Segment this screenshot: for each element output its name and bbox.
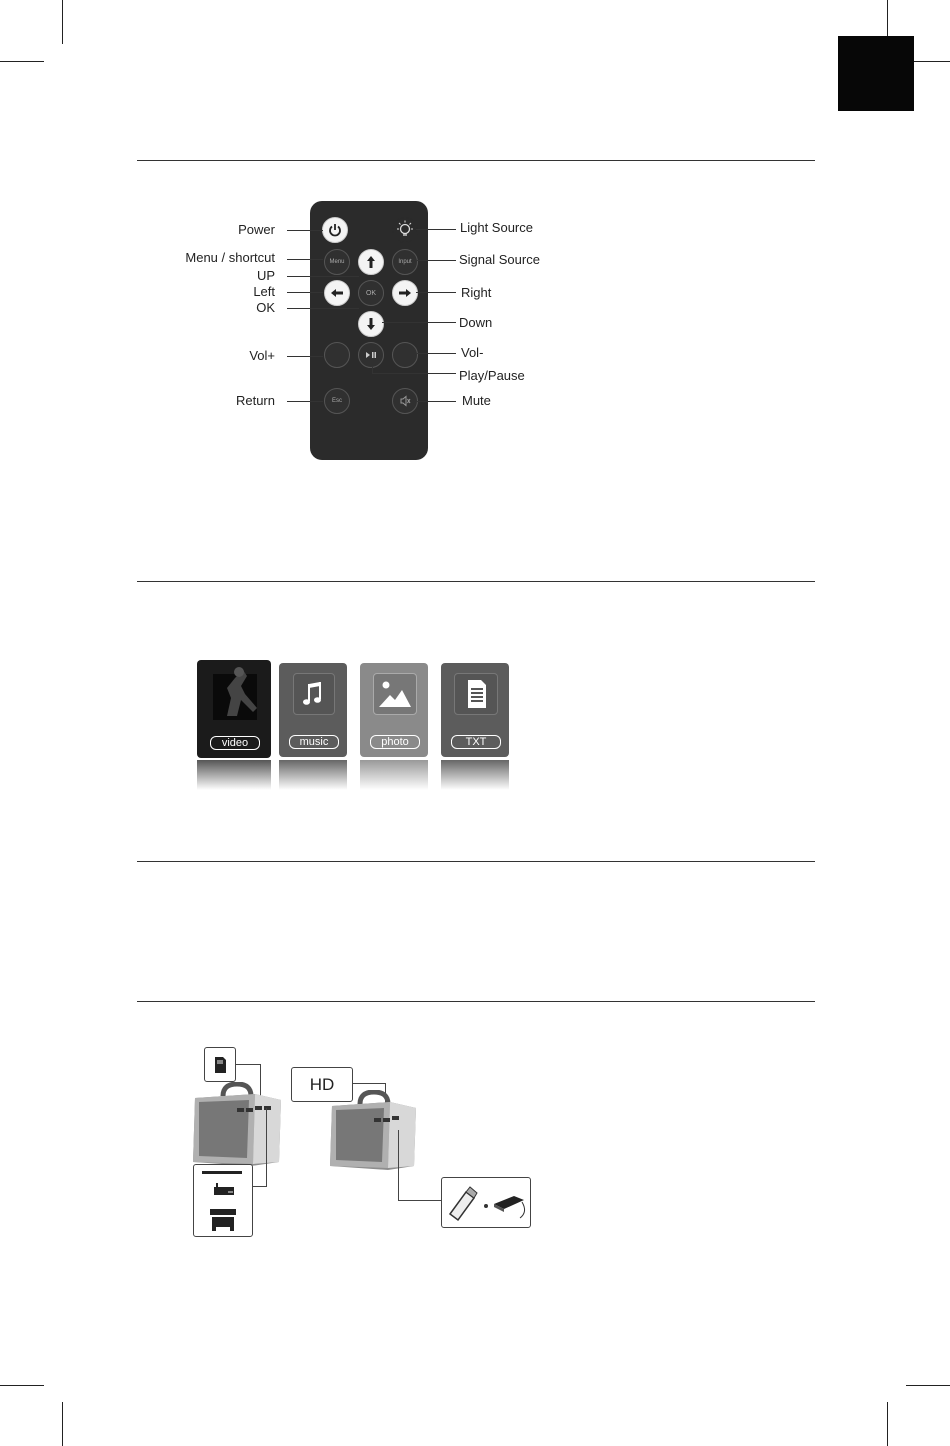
divider bbox=[137, 581, 815, 582]
media-tile-video[interactable] bbox=[197, 660, 271, 758]
usb-drive-hdd-icon bbox=[442, 1178, 530, 1227]
photo-icon bbox=[374, 674, 416, 714]
projector-left bbox=[189, 1082, 285, 1166]
up-button[interactable] bbox=[358, 249, 384, 275]
ok-button[interactable] bbox=[358, 280, 384, 306]
vol-plus-button[interactable] bbox=[324, 342, 350, 368]
txt-icon-frame bbox=[454, 673, 498, 715]
power-button[interactable] bbox=[322, 217, 348, 243]
esc-button[interactable] bbox=[324, 388, 350, 414]
power-icon bbox=[328, 223, 342, 237]
connector-line bbox=[266, 1108, 267, 1186]
sd-card-box bbox=[204, 1047, 236, 1082]
tile-reflection bbox=[441, 760, 509, 790]
lightbulb-icon bbox=[394, 219, 416, 241]
label-power: Power bbox=[238, 222, 275, 237]
right-button[interactable] bbox=[392, 280, 418, 306]
projector-right bbox=[328, 1090, 420, 1170]
music-note-icon bbox=[294, 674, 334, 714]
mute-icon bbox=[399, 395, 411, 407]
label-light-source: Light Source bbox=[460, 220, 533, 235]
light-source-button[interactable] bbox=[392, 217, 418, 243]
play-pause-icon bbox=[365, 351, 377, 359]
hd-label: HD bbox=[309, 1075, 335, 1094]
crop-mark bbox=[906, 1385, 950, 1386]
leader-line bbox=[287, 259, 323, 260]
play-pause-button[interactable] bbox=[358, 342, 384, 368]
connector-line bbox=[235, 1064, 261, 1065]
label-vol-minus: Vol- bbox=[461, 345, 484, 360]
sd-card-icon bbox=[205, 1048, 235, 1081]
leader-line bbox=[287, 308, 359, 309]
tile-reflection bbox=[279, 760, 347, 790]
music-icon-frame bbox=[293, 673, 335, 715]
divider bbox=[137, 861, 815, 862]
crop-mark bbox=[887, 1402, 888, 1446]
crop-mark bbox=[0, 1385, 44, 1386]
label-signal-source: Signal Source bbox=[459, 252, 540, 267]
crop-mark bbox=[0, 61, 44, 62]
leader-line bbox=[287, 356, 323, 357]
crop-mark bbox=[62, 1402, 63, 1446]
leader-line bbox=[416, 260, 456, 261]
media-tile-txt[interactable] bbox=[441, 663, 509, 757]
menu-button[interactable] bbox=[324, 249, 350, 275]
ok-button-label: OK bbox=[365, 289, 377, 297]
label-right: Right bbox=[461, 285, 492, 300]
arrow-down-icon bbox=[366, 317, 376, 331]
leader-line bbox=[287, 292, 323, 293]
label-up: UP bbox=[256, 268, 275, 283]
label-vol-plus: Vol+ bbox=[249, 348, 275, 363]
leader-line bbox=[372, 366, 373, 374]
video-icon bbox=[205, 664, 265, 724]
tile-reflection bbox=[197, 760, 271, 790]
media-tile-label: video bbox=[210, 736, 260, 750]
devices-box bbox=[193, 1164, 253, 1237]
tile-reflection bbox=[360, 760, 428, 790]
crop-mark bbox=[62, 0, 63, 44]
leader-line bbox=[287, 401, 323, 402]
menu-button-label: Menu bbox=[329, 259, 345, 265]
divider bbox=[137, 160, 815, 161]
label-menu: Menu / shortcut bbox=[185, 250, 275, 265]
leader-line bbox=[382, 322, 456, 323]
usb-storage-box bbox=[441, 1177, 531, 1228]
vol-minus-button[interactable] bbox=[392, 342, 418, 368]
label-return: Return bbox=[235, 393, 275, 408]
laptop-console-icon bbox=[194, 1165, 252, 1236]
arrow-up-icon bbox=[366, 255, 376, 269]
leader-line bbox=[372, 373, 456, 374]
media-tile-label: photo bbox=[370, 735, 420, 749]
photo-icon-frame bbox=[373, 673, 417, 715]
leader-line bbox=[287, 276, 359, 277]
connector-line bbox=[353, 1083, 386, 1084]
label-down: Down bbox=[459, 315, 493, 330]
label-left: Left bbox=[253, 284, 275, 299]
label-ok: OK bbox=[256, 300, 275, 315]
media-tile-music[interactable] bbox=[279, 663, 347, 757]
label-mute: Mute bbox=[462, 393, 491, 408]
arrow-right-icon bbox=[398, 288, 412, 298]
section-tab bbox=[838, 36, 914, 111]
down-button[interactable] bbox=[358, 311, 384, 337]
document-icon bbox=[455, 674, 497, 714]
connector-line bbox=[398, 1200, 441, 1201]
arrow-left-icon bbox=[330, 288, 344, 298]
input-button-label: Input bbox=[398, 259, 412, 265]
remote-control bbox=[310, 201, 428, 460]
connector-line bbox=[252, 1186, 267, 1187]
leader-line bbox=[287, 230, 323, 231]
input-button[interactable] bbox=[392, 249, 418, 275]
connector-line bbox=[398, 1130, 399, 1201]
media-tile-photo[interactable] bbox=[360, 663, 428, 757]
divider bbox=[137, 1001, 815, 1002]
label-play-pause: Play/Pause bbox=[459, 368, 525, 383]
leader-line bbox=[416, 292, 456, 293]
media-tile-label: music bbox=[289, 735, 339, 749]
esc-button-label: Esc bbox=[331, 398, 342, 404]
left-button[interactable] bbox=[324, 280, 350, 306]
media-tile-label: TXT bbox=[451, 735, 501, 749]
leader-line bbox=[416, 401, 456, 402]
mute-button[interactable] bbox=[392, 388, 418, 414]
leader-line bbox=[416, 229, 456, 230]
leader-line bbox=[416, 353, 456, 354]
